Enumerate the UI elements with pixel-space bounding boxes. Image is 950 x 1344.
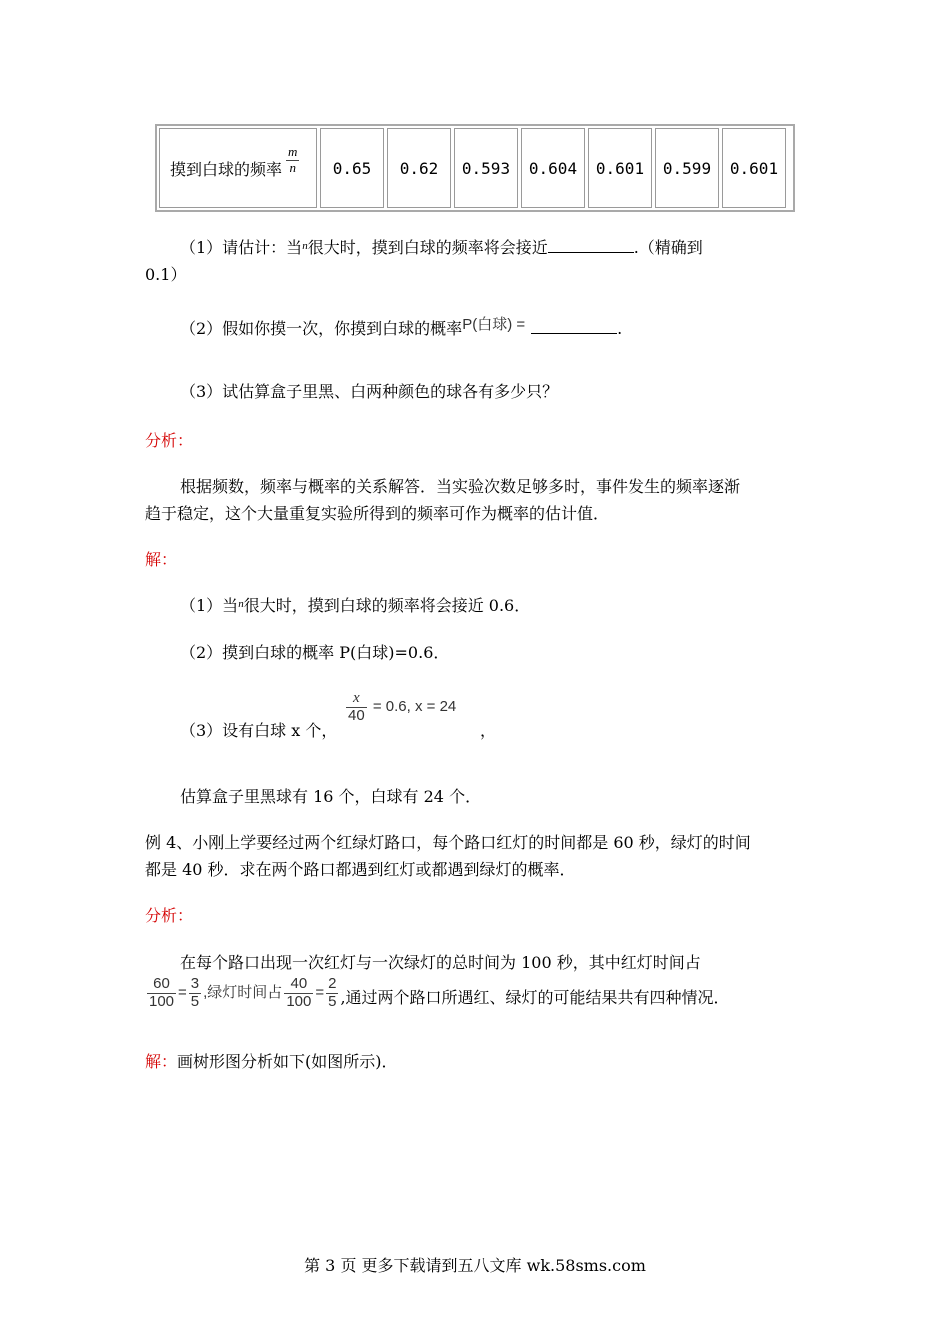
equals-sign: =	[178, 984, 187, 1001]
answer-1	[180, 596, 530, 615]
solution-label: 解：	[145, 1052, 178, 1071]
question-2	[180, 316, 622, 338]
fraction-60-100	[147, 976, 176, 1010]
table-row-header	[159, 128, 317, 208]
example-4-line-1: 例 4、小刚上学要经过两个红绿灯路口，每个路口红灯的时间都是 60 秒，绿灯的时间	[145, 833, 751, 852]
analysis-2-line-1: 在每个路口出现一次红灯与一次绿灯的总时间为 100 秒，其中红灯时间占	[180, 953, 701, 972]
equals-sign: =	[315, 984, 325, 1001]
answer-blank	[531, 317, 617, 334]
analysis-label: 分析：	[145, 906, 194, 925]
equation-rest: = 0.6, x = 24	[372, 697, 457, 715]
answer-blank	[548, 236, 634, 253]
analysis-line-2: 趋于稳定，这个大量重复实验所得到的频率可作为概率的估计值．	[145, 504, 610, 523]
analysis-2-line-2	[145, 976, 730, 1010]
page-footer: 第 3 页 更多下载请到五八文库 wk.58sms.com	[304, 1256, 646, 1275]
table-cell: 0.604	[521, 128, 585, 208]
fraction-numerator: 3	[190, 975, 200, 992]
table-cell: 0.62	[387, 128, 451, 208]
fraction-numerator: m	[288, 144, 298, 160]
fraction-numerator: x	[353, 690, 360, 706]
solution-label: 解：	[145, 550, 178, 569]
answer-4: 估算盒子里黑球有 16 个，白球有 24 个．	[180, 787, 482, 806]
x-over-40-fraction	[346, 690, 367, 724]
fraction-3-5	[189, 976, 201, 1010]
probability-expression: P(白球) =	[462, 316, 526, 333]
fraction-denominator: 100	[149, 992, 175, 1010]
fraction-denominator: n	[289, 159, 296, 175]
answer-2: （2）摸到白球的概率 P(白球)=0.6．	[180, 643, 450, 662]
q1-line-2: 0.1）	[145, 265, 187, 284]
fraction-numerator: 40	[290, 975, 308, 992]
fraction-40-100	[284, 976, 313, 1010]
q1-text-2: 很大时，摸到白球的频率将会接近	[307, 238, 548, 257]
question-3: （3）试估算盒子里黑、白两种颜色的球各有多少只？	[180, 382, 559, 401]
analysis-label: 分析：	[145, 431, 194, 450]
fraction-denominator: 100	[286, 992, 312, 1010]
fraction-numerator: 2	[328, 975, 337, 992]
green-time-text: ,绿灯时间占	[203, 984, 283, 1001]
q1-tail: .（精确到	[633, 238, 703, 257]
example-4-line-2: 都是 40 秒．求在两个路口都遇到红灯或都遇到绿灯的概率．	[145, 860, 576, 879]
solution-2-text: 画树形图分析如下(如图所示)．	[177, 1052, 398, 1071]
q1-text: （1）请估计：当	[180, 238, 303, 257]
table-cell: 0.601	[722, 128, 786, 208]
analysis-2-tail: ,通过两个路口所遇红、绿灯的可能结果共有四种情况．	[340, 988, 730, 1008]
fraction-denominator: 5	[328, 992, 337, 1010]
a1-text: （1）当	[180, 596, 239, 615]
table-cell: 0.593	[454, 128, 518, 208]
row-label: 摸到白球的频率	[170, 159, 283, 179]
frequency-table	[155, 124, 795, 212]
variable-n: n	[238, 598, 244, 610]
solution-2	[145, 1052, 398, 1071]
variable-n: n	[302, 240, 308, 252]
a1-text-2: 很大时，摸到白球的频率将会接近 0.6．	[243, 596, 531, 615]
fraction-expression	[145, 976, 340, 1010]
answer-3-text: （3）设有白球 x 个，	[180, 721, 338, 740]
answer-3-tail: ，	[480, 721, 497, 740]
table-cell: 0.599	[655, 128, 719, 208]
table-cell: 0.65	[320, 128, 384, 208]
fraction-numerator: 60	[153, 975, 170, 992]
m-over-n-fraction	[286, 145, 299, 175]
q2-tail: .	[617, 319, 623, 338]
fraction-2-5	[326, 976, 338, 1010]
q2-text: （2）假如你摸一次，你摸到白球的概率	[180, 319, 463, 338]
table-cell: 0.601	[588, 128, 652, 208]
question-1	[180, 236, 703, 257]
fraction-denominator: 5	[190, 992, 200, 1010]
analysis-line-1: 根据频数，频率与概率的关系解答．当实验次数足够多时，事件发生的频率逐渐	[180, 477, 741, 496]
table-row	[159, 128, 791, 208]
fraction-denominator: 40	[348, 706, 365, 724]
answer-3-equation	[344, 690, 456, 724]
